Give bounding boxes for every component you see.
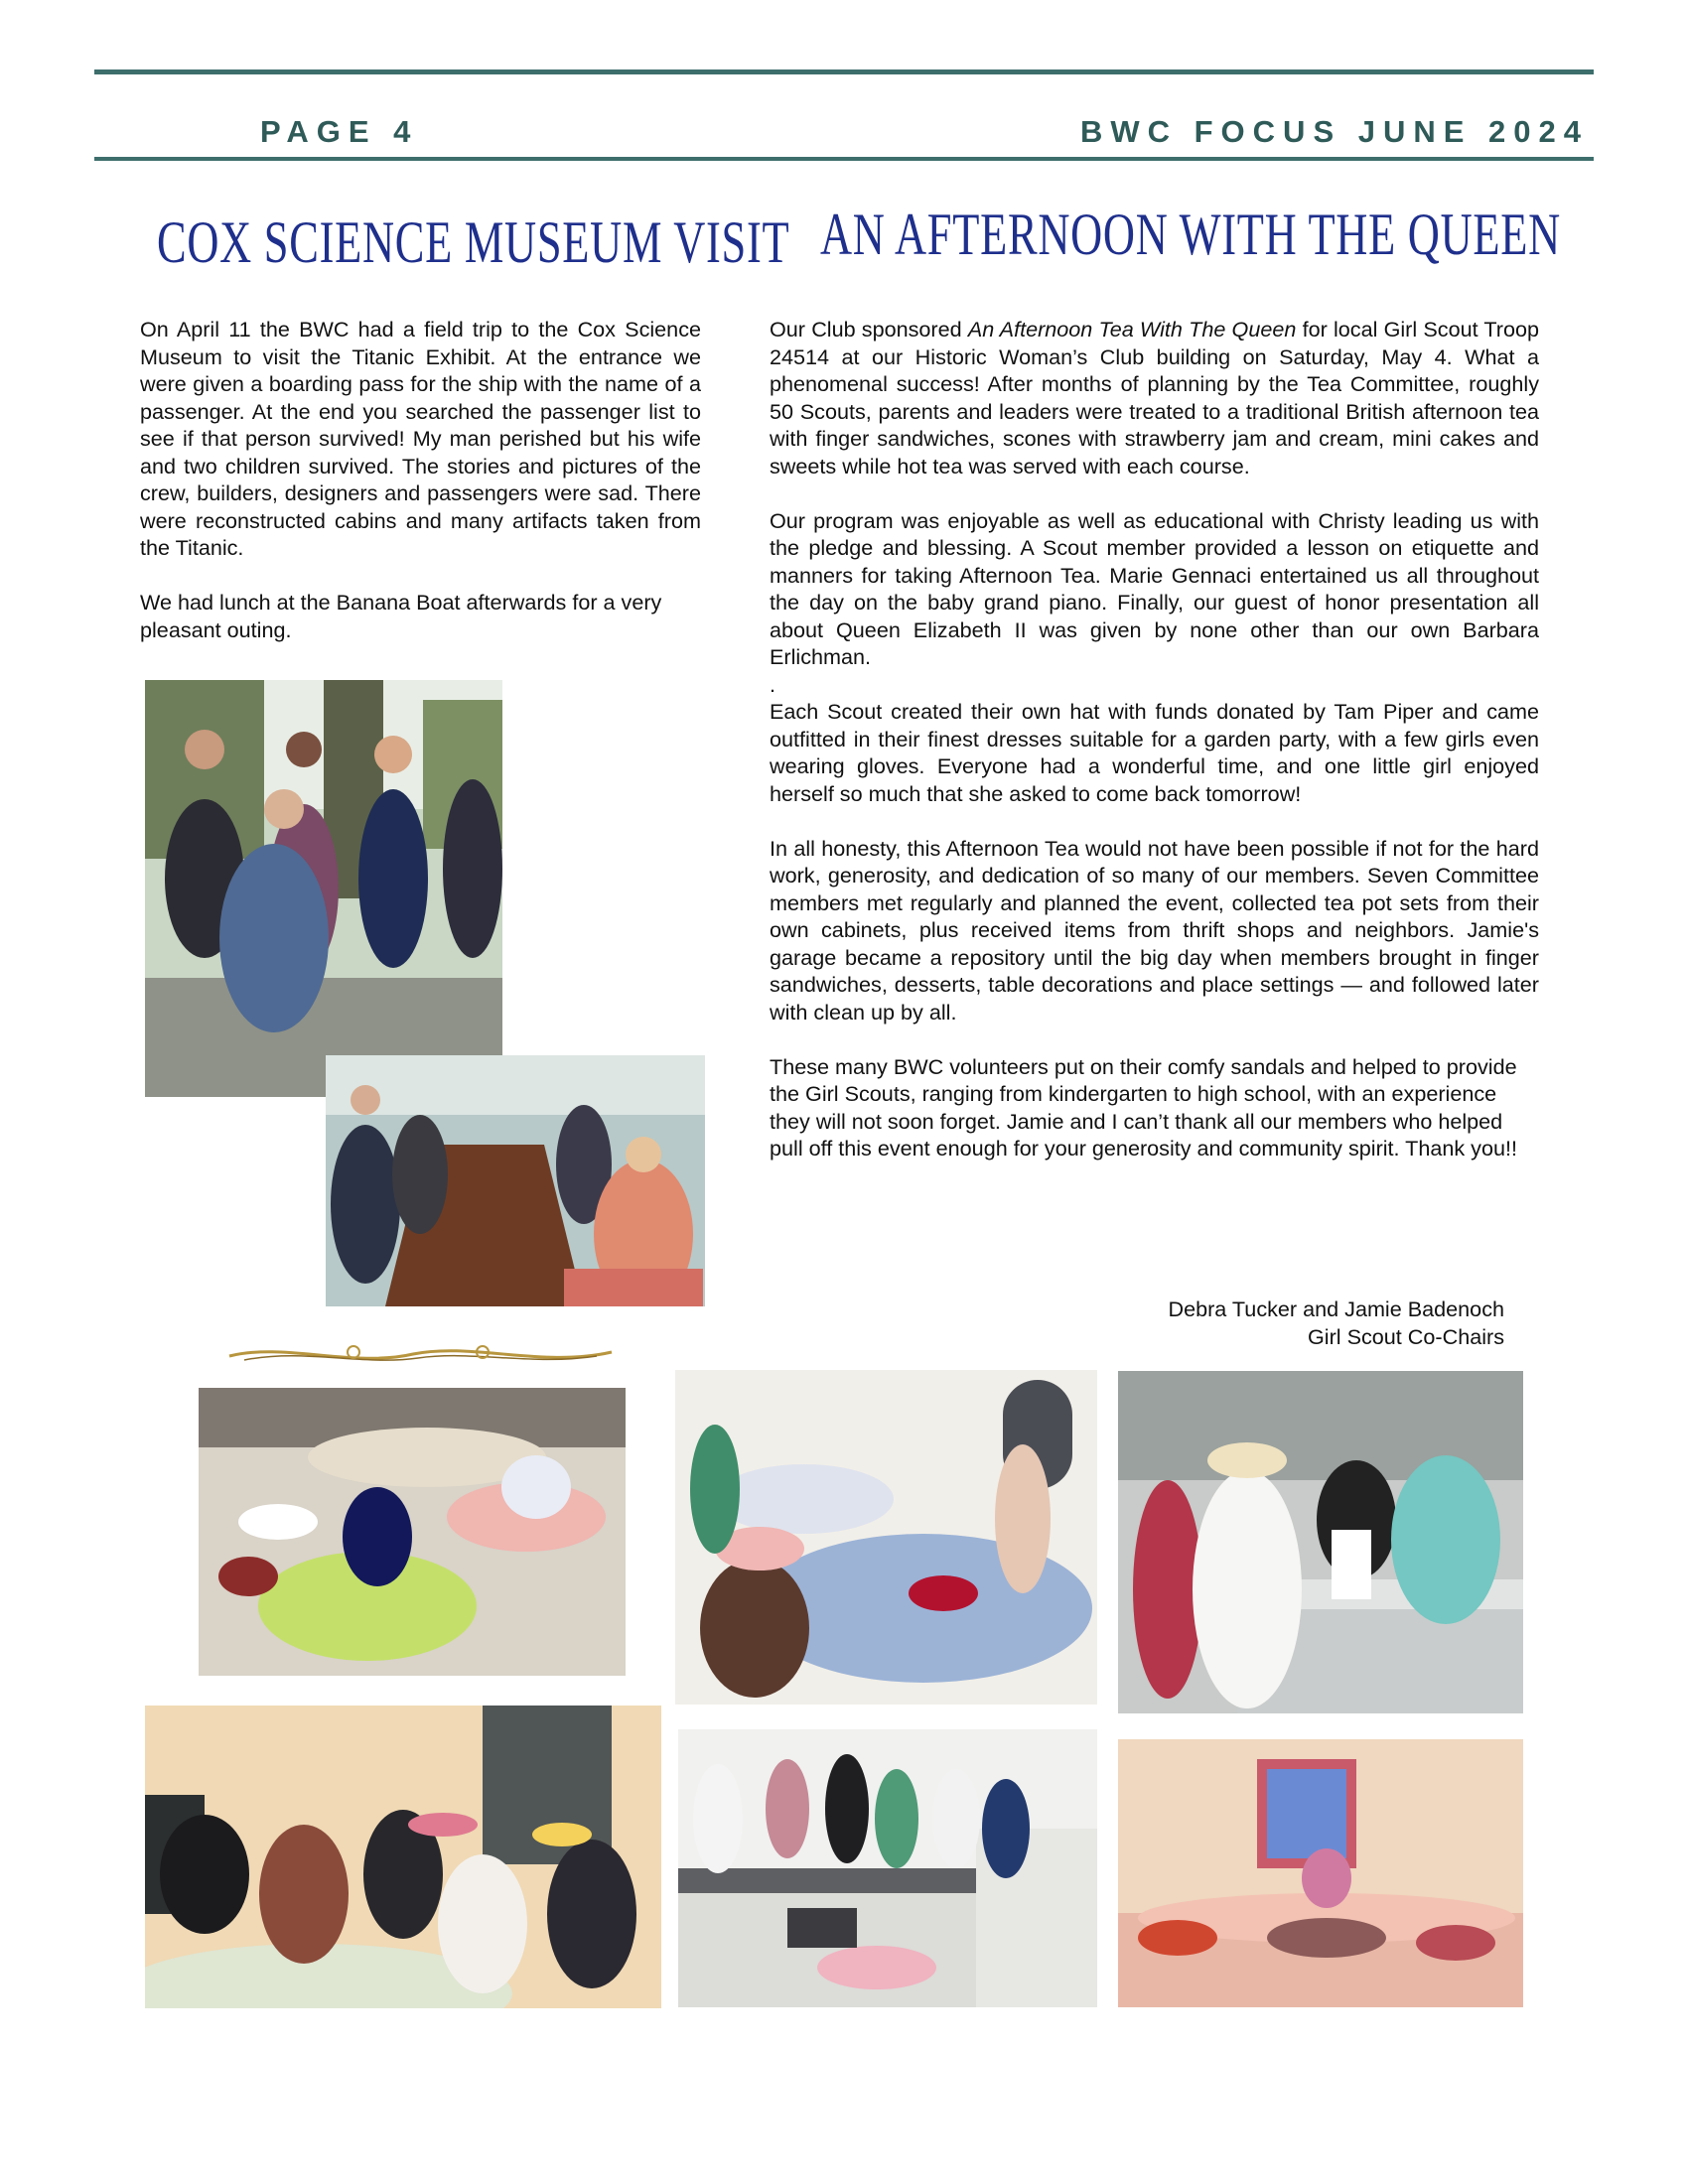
signature-title: Girl Scout Co-Chairs (1308, 1323, 1504, 1349)
left-article-title: COX SCIENCE MUSEUM VISIT (157, 209, 790, 275)
right-p1-end: for local Girl Scout Troop 24514 at our Historic Woman’s Club building on Saturday, May 4. What a phenomenal success! After months of planning by the Tea Committee, roughly 50 Scouts, parents and leaders were treated to a traditional British afternoon tea with finger sandwiches, scones with strawberry jam and cream, mini cakes and sweets while hot tea was served with each course. (770, 317, 1539, 478)
photo-scouts-tables (145, 1706, 661, 2008)
header-top-rule (94, 69, 1594, 74)
photo-volunteers-kitchen-image (678, 1729, 1097, 2007)
photo-museum-group-image (145, 680, 502, 1097)
photo-scouts-tables-image (145, 1706, 661, 2008)
page-number: PAGE 4 (260, 114, 419, 149)
photo-museum-group (145, 680, 502, 1097)
left-paragraph-1: On April 11 the BWC had a field trip to the Cox Science Museum to visit the Titanic Exhibit. At the entrance we were given a boarding pass for the ship with the name of a passenger. At the end you searched the passenger list to see if that person survived! My man perished but his wife and two children survived. The stories and pictures of the crew, builders, designers and passengers were sad. There were reconstructed cabins and many artifacts taken from the Titanic. (140, 317, 701, 560)
right-article-body (770, 316, 1539, 1189)
left-paragraph-2: We had lunch at the Banana Boat afterwards for a very pleasant outing. (140, 590, 662, 642)
publication-title: BWC FOCUS JUNE 2024 (1079, 114, 1589, 149)
photo-tea-display-image (1118, 1739, 1523, 2007)
photo-tea-hall (675, 1370, 1097, 1705)
right-paragraph-3: Each Scout created their own hat with funds donated by Tam Piper and came outfitted in their finest dresses suitable for a garden party, with a few girls even wearing gloves. Everyone had a wonderful time, and one little girl enjoyed herself so much that she asked to come back tomorrow! (770, 699, 1539, 806)
decorative-flourish-icon (224, 1338, 617, 1370)
signature-names: Debra Tucker and Jamie Badenoch (1168, 1297, 1504, 1321)
photo-volunteers-kitchen (678, 1729, 1097, 2007)
right-paragraph-1 (770, 316, 1539, 479)
stray-period: . (770, 671, 775, 697)
signature-block (1169, 1296, 1505, 1350)
photo-tea-display (1118, 1739, 1523, 2007)
event-title-italic: An Afternoon Tea With The Queen (967, 317, 1297, 341)
photo-lunch-table (326, 1055, 705, 1306)
photo-kitchen-prep (1118, 1371, 1523, 1713)
right-paragraph-4: In all honesty, this Afternoon Tea would not have been possible if not for the hard work, generosity, and dedication of so many of our members. Seven Committee members met regularly and planned the event, collected tea pot sets from their own cabinets, plus received items from thrift shops and neighbors. Jamie's garage became a repository until the big day when members brought in finger sandwiches, desserts, table decorations and place settings — and followed later with clean up by all. (770, 835, 1539, 1024)
photo-tea-table-image (199, 1388, 626, 1676)
flourish-svg (224, 1338, 617, 1370)
photo-lunch-table-image (326, 1055, 705, 1306)
right-p1-start: Our Club sponsored (770, 317, 968, 341)
left-article-body (140, 316, 701, 671)
photo-tea-hall-image (675, 1370, 1097, 1705)
photo-tea-table (199, 1388, 626, 1676)
header-bottom-rule (94, 157, 1594, 161)
right-paragraph-2: Our program was enjoyable as well as educational with Christy leading us with the pledge and blessing. A Scout member provided a lesson on etiquette and manners for taking Afternoon Tea. Marie Gennaci entertained us all throughout the day on the baby grand piano. Finally, our guest of honor presentation all about Queen Elizabeth II was given by none other than our own Barbara Erlichman. (770, 507, 1539, 669)
right-article-title: AN AFTERNOON WITH THE QUEEN (820, 202, 1561, 267)
right-paragraph-5: These many BWC volunteers put on their comfy sandals and helped to provide the Girl Scouts, ranging from kindergarten to high school, with an experience they will not soon forget. Jamie and I can’t thank all our members who helped pull off this event enough for your generosity and community spirit. Thank you!! (770, 1053, 1517, 1160)
photo-kitchen-prep-image (1118, 1371, 1523, 1713)
